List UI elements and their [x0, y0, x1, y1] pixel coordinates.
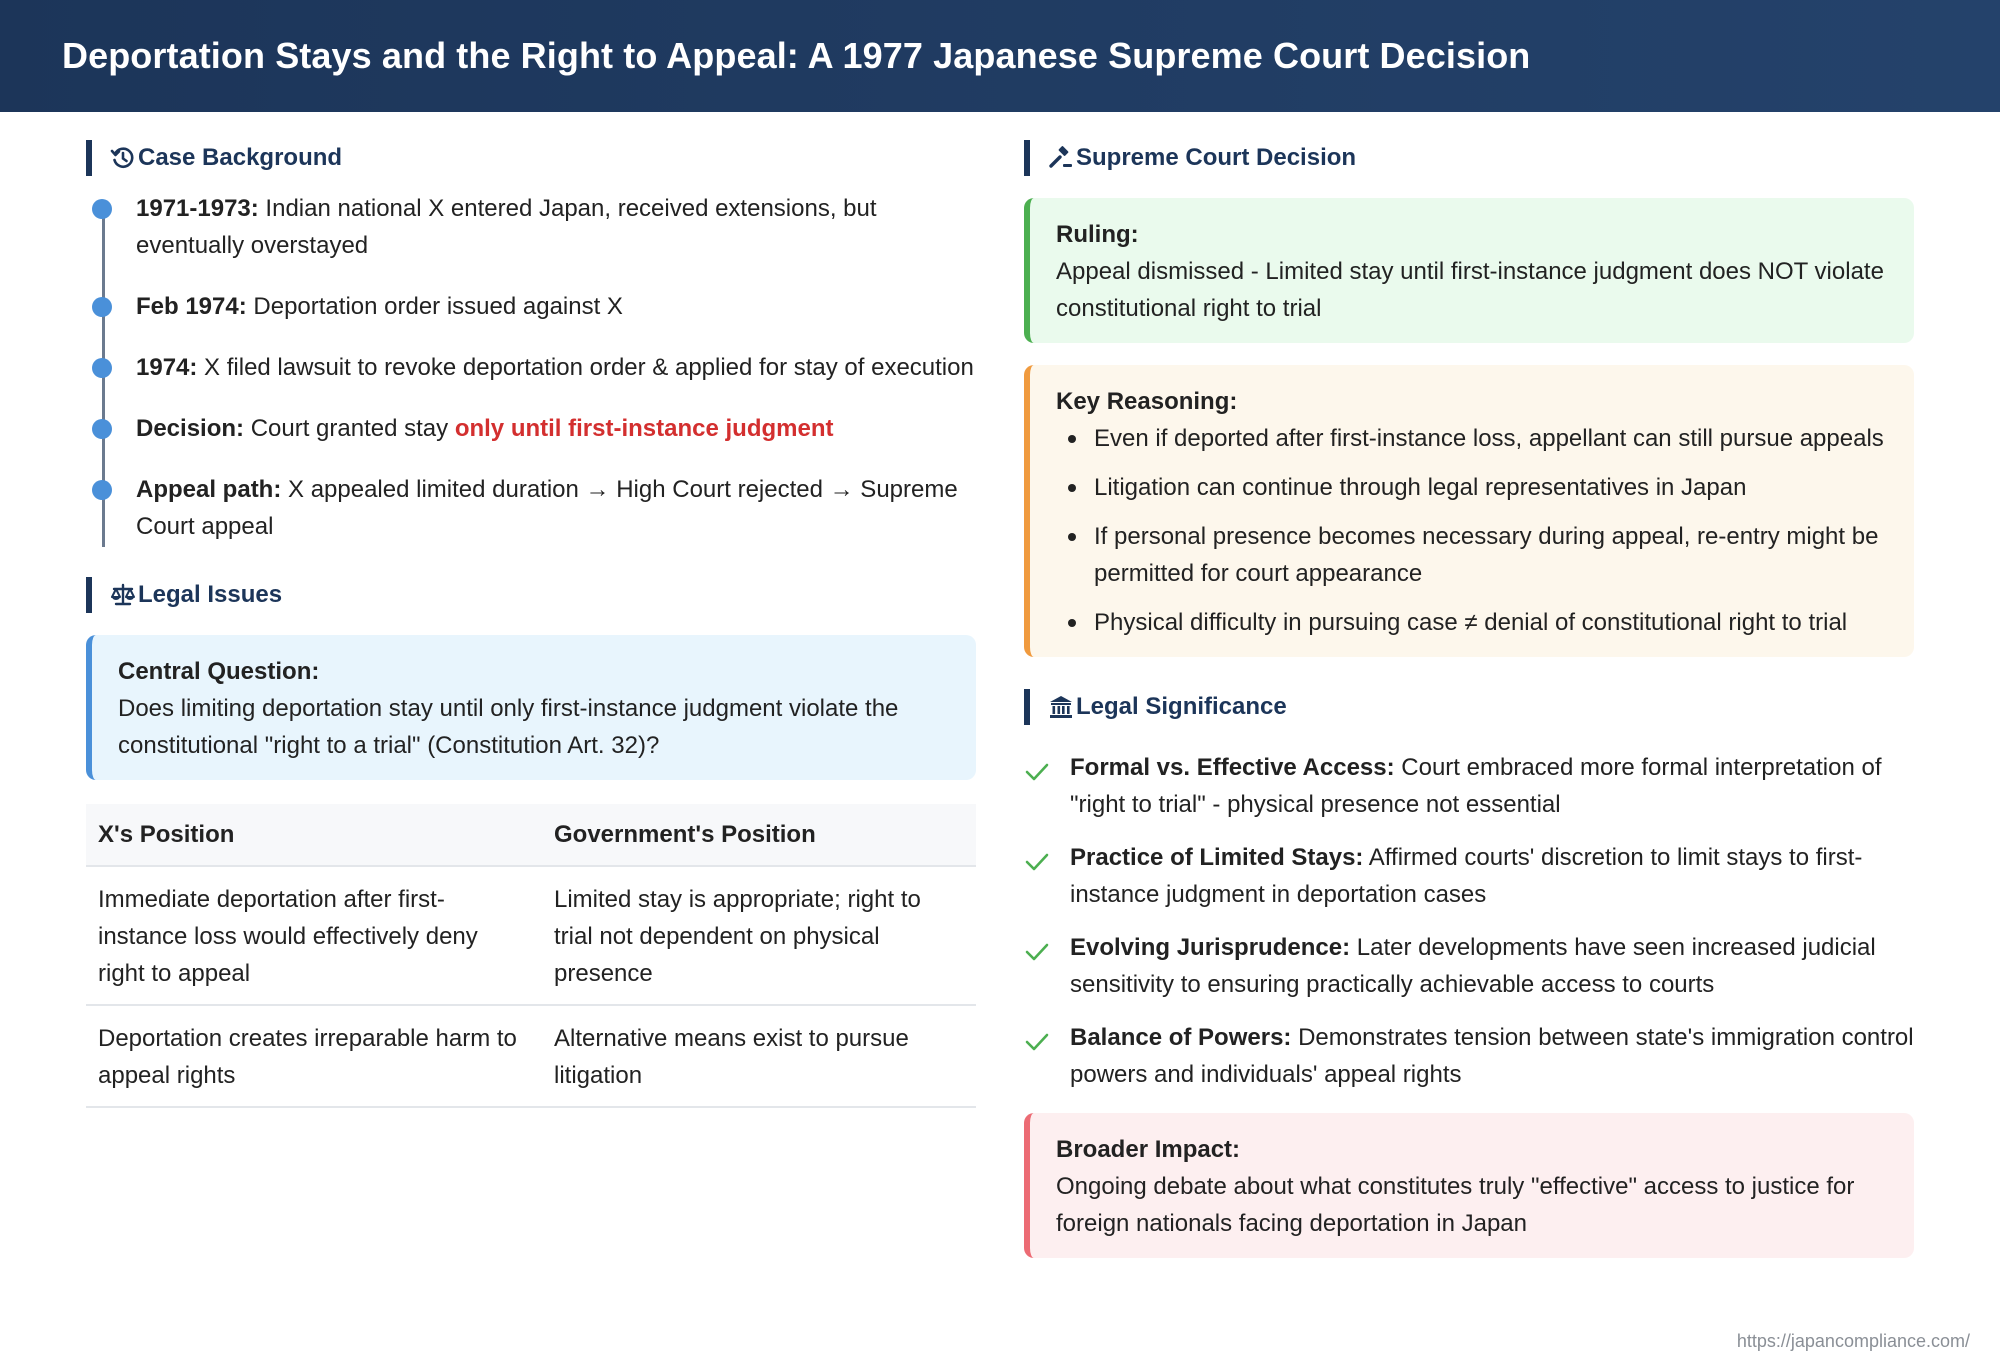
central-question-box: [86, 635, 976, 780]
list-item: Litigation can continue through legal representatives in Japan: [1094, 469, 1892, 506]
key-reasoning-box: [1024, 365, 1914, 657]
list-item: [1024, 929, 1914, 1003]
central-question-text: Does limiting deportation stay until only first-instance judgment violate the constitutional "right to a trial" (Constitution Art. 32)?: [118, 695, 899, 759]
table-cell: Deportation creates irreparable harm to appeal rights: [86, 1005, 542, 1107]
ruling-text: Appeal dismissed - Limited stay until first-instance judgment does NOT violate constitutional right to trial: [1056, 258, 1884, 322]
central-question-title: Central Question:: [118, 658, 320, 685]
right-column: [1024, 140, 1914, 1258]
significance-text: Demonstrates tension between state's immigration control powers and individuals' appeal rights: [1070, 1024, 1914, 1088]
list-item: If personal presence becomes necessary during appeal, re-entry might be permitted for court appearance: [1094, 518, 1892, 592]
table-header-x-position: X's Position: [86, 804, 542, 866]
timeline-dot: [92, 199, 112, 219]
significance-list: [1024, 749, 1914, 1093]
footer-url: https://japancompliance.com/: [1736, 1331, 1970, 1351]
timeline-label: Appeal path:: [136, 476, 282, 503]
section-title-text: Case Background: [138, 144, 343, 171]
history-icon: [110, 145, 136, 171]
timeline-item: [136, 410, 976, 447]
broader-impact-title: Broader Impact:: [1056, 1136, 1241, 1163]
list-item: [1024, 749, 1914, 823]
check-icon: [1024, 937, 1050, 959]
timeline-item: [136, 349, 976, 386]
ruling-title: Ruling:: [1056, 221, 1139, 248]
timeline-item: [136, 190, 976, 264]
table-header-government-position: Government's Position: [542, 804, 976, 866]
significance-text: Later developments have seen increased judicial sensitivity to ensuring practically achievable access to courts: [1070, 934, 1876, 998]
check-icon: [1024, 1027, 1050, 1049]
table-row: [86, 1005, 976, 1107]
timeline-text: X appealed limited duration → High Court rejected → Supreme Court appeal: [136, 476, 958, 540]
broader-impact-text: Ongoing debate about what constitutes truly "effective" access to justice for foreign nationals facing deportation in Japan: [1056, 1173, 1855, 1237]
section-title-legal-significance: [1024, 689, 1914, 725]
list-item: [1024, 1019, 1914, 1093]
timeline-label: Feb 1974:: [136, 293, 247, 320]
check-icon: [1024, 847, 1050, 869]
left-column: [86, 140, 976, 1108]
page-header: [0, 0, 2000, 112]
significance-text: Affirmed courts' discretion to limit stays to first-instance judgment in deportation cases: [1070, 844, 1863, 908]
case-timeline: [86, 190, 976, 545]
courthouse-icon: [1048, 694, 1074, 720]
timeline-dot: [92, 358, 112, 378]
timeline-dot: [92, 419, 112, 439]
table-cell: Limited stay is appropriate; right to trial not dependent on physical presence: [542, 866, 976, 1005]
ruling-box: [1024, 198, 1914, 343]
gavel-icon: [1048, 145, 1074, 171]
significance-label: Evolving Jurisprudence:: [1070, 934, 1351, 961]
section-title-legal-issues: [86, 577, 976, 613]
timeline-text: X filed lawsuit to revoke deportation order & applied for stay of execution: [197, 354, 974, 381]
table-header-row: [86, 804, 976, 866]
timeline-text: Indian national X entered Japan, received extensions, but eventually overstayed: [136, 195, 877, 259]
reasoning-list: [1056, 420, 1892, 641]
timeline-text: Deportation order issued against X: [246, 293, 623, 320]
timeline-item: [136, 471, 976, 545]
section-title-case-background: [86, 140, 976, 176]
table-row: [86, 866, 976, 1005]
section-title-text: Supreme Court Decision: [1076, 144, 1357, 171]
timeline-label: 1971-1973:: [136, 195, 259, 222]
timeline-label: Decision:: [136, 415, 245, 442]
section-title-text: Legal Issues: [138, 581, 283, 608]
timeline-dot: [92, 480, 112, 500]
timeline-item: [136, 288, 976, 325]
section-title-supreme-court-decision: [1024, 140, 1914, 176]
significance-label: Practice of Limited Stays:: [1070, 844, 1364, 871]
list-item: [1024, 839, 1914, 913]
scales-icon: [110, 582, 136, 608]
broader-impact-box: [1024, 1113, 1914, 1258]
list-item: Physical difficulty in pursuing case ≠ denial of constitutional right to trial: [1094, 604, 1892, 641]
page-title: Deportation Stays and the Right to Appeal: A 1977 Japanese Supreme Court Decision: [62, 35, 1531, 76]
section-title-text: Legal Significance: [1076, 693, 1287, 720]
check-icon: [1024, 757, 1050, 779]
key-reasoning-title: Key Reasoning:: [1056, 388, 1238, 415]
table-cell: Immediate deportation after first-instance loss would effectively deny right to appeal: [86, 866, 542, 1005]
timeline-text: Court granted stay: [244, 415, 455, 442]
table-cell: Alternative means exist to pursue litigation: [542, 1005, 976, 1107]
significance-text: Court embraced more formal interpretation of "right to trial" - physical presence not essential: [1070, 754, 1882, 818]
timeline-highlight: only until first-instance judgment: [454, 415, 834, 442]
timeline-label: 1974:: [136, 354, 198, 381]
timeline-dot: [92, 297, 112, 317]
positions-table: [86, 804, 976, 1108]
significance-label: Formal vs. Effective Access:: [1070, 754, 1395, 781]
list-item: Even if deported after first-instance loss, appellant can still pursue appeals: [1094, 420, 1892, 457]
significance-label: Balance of Powers:: [1070, 1024, 1292, 1051]
